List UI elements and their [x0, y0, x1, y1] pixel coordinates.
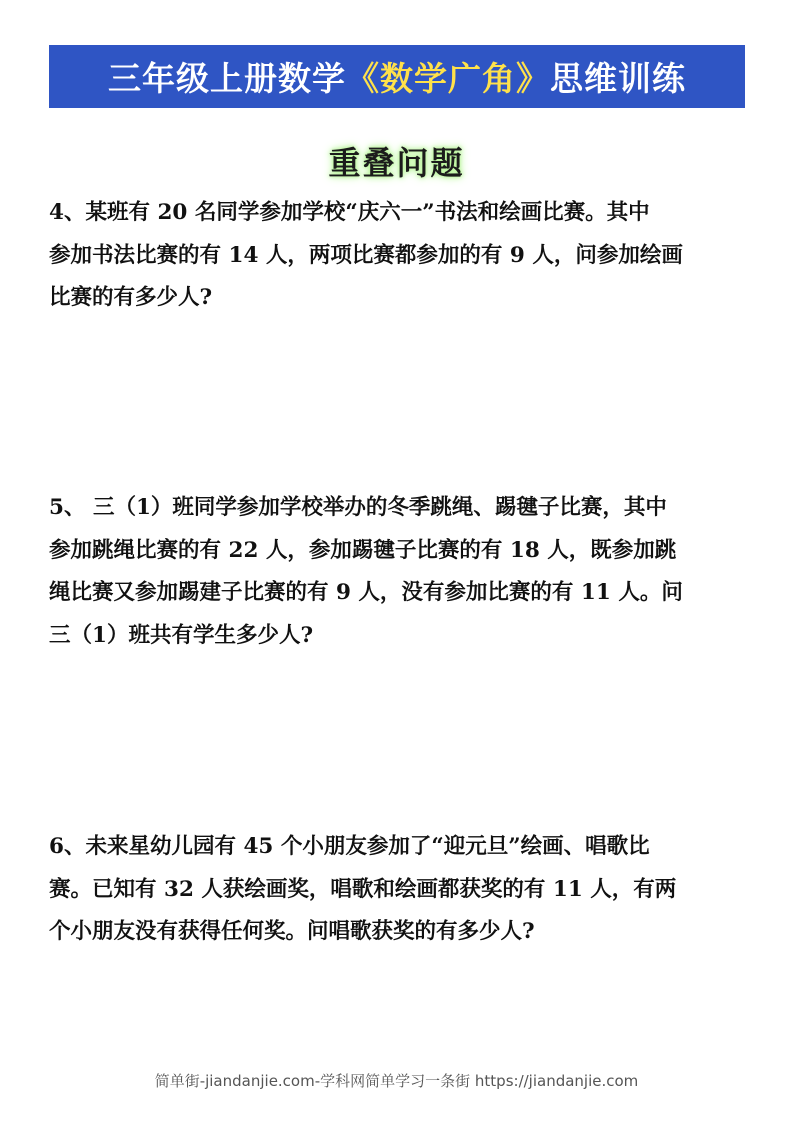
title-training: 思维训练: [550, 59, 686, 98]
question-line: 绳比赛又参加踢建子比赛的有 9 人，没有参加比赛的有 11 人。问: [49, 580, 683, 605]
title-banner: [49, 45, 745, 108]
question-4: [49, 192, 749, 320]
question-line: 参加跳绳比赛的有 22 人，参加踢毽子比赛的有 18 人，既参加跳: [49, 537, 677, 563]
section-subtitle: 重叠问题: [328, 144, 465, 182]
question-line: 赛。已知有 32 人获绘画奖，唱歌和绘画都获奖的有 11 人，有两: [49, 876, 677, 902]
question-5: [49, 487, 749, 657]
title-grade: 三年级上册数学: [108, 59, 346, 98]
title-unit: 《数学广角》: [346, 59, 550, 98]
question-line: 4、某班有 20 名同学参加学校“庆六一”书法和绘画比赛。其中: [49, 200, 650, 225]
question-6: [49, 826, 749, 954]
question-line: 三（1）班共有学生多少人?: [49, 622, 314, 648]
question-line: 比赛的有多少人?: [49, 285, 213, 310]
footer-watermark: 简单街-jiandanjie.com-学科网简单学习一条街 https://jiandanjie.com: [154, 1072, 639, 1090]
question-line: 6、未来星幼儿园有 45 个小朋友参加了“迎元旦”绘画、唱歌比: [49, 834, 650, 859]
question-line: 个小朋友没有获得任何奖。问唱歌获奖的有多少人?: [49, 919, 535, 944]
question-line: 5、 三（1）班同学参加学校举办的冬季跳绳、踢毽子比赛，其中: [49, 495, 667, 520]
question-line: 参加书法比赛的有 14 人，两项比赛都参加的有 9 人，问参加绘画: [49, 242, 683, 268]
